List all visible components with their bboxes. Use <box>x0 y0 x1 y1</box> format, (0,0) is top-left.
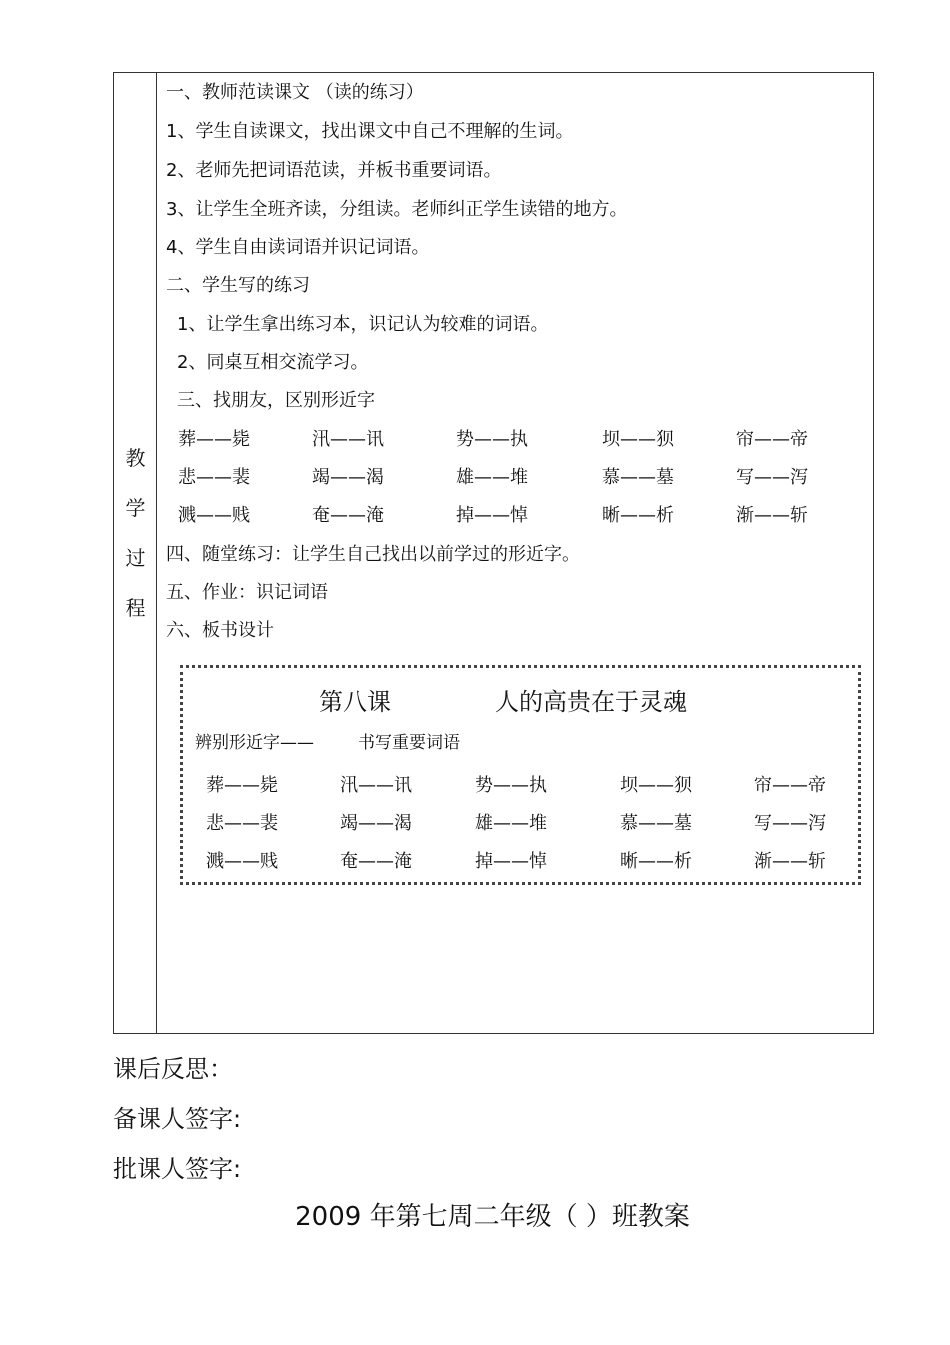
section-heading: 四、随堂练习：让学生自己找出以前学过的形近字。 <box>166 544 580 565</box>
word-pair: 帘——帝 <box>736 429 808 450</box>
board-word-pair: 溅——贱 <box>206 851 278 872</box>
side-label-char: 教 <box>125 446 146 470</box>
word-pair-row <box>166 427 863 453</box>
board-lesson-number: 第八课 <box>319 688 391 716</box>
lesson-process-table <box>113 72 874 1034</box>
word-pair: 竭——渴 <box>312 467 384 488</box>
section-heading: 二、学生写的练习 <box>166 275 310 296</box>
board-word-pair: 慕——墓 <box>620 813 692 834</box>
side-label-char: 程 <box>125 596 146 620</box>
board-word-pair: 渐——斩 <box>754 851 826 872</box>
board-subtitle-left: 辨别形近字—— <box>195 733 314 753</box>
word-pair: 汛——讯 <box>312 429 384 450</box>
section-heading: 一、教师范读课文 （读的练习） <box>166 82 424 103</box>
board-word-pair: 帘——帝 <box>754 775 826 796</box>
board-word-pair: 悲——裴 <box>206 813 278 834</box>
word-pair: 雄——堆 <box>456 467 528 488</box>
word-pair: 渐——斩 <box>736 505 808 526</box>
step-line: 2、老师先把词语范读，并板书重要词语。 <box>166 160 502 181</box>
side-label <box>114 433 157 633</box>
step-line: 3、让学生全班齐读，分组读。老师纠正学生读错的地方。 <box>166 199 628 220</box>
side-label-char: 过 <box>125 546 146 570</box>
word-pair-row <box>166 503 863 529</box>
word-pair: 晰——析 <box>602 505 674 526</box>
word-pair-row <box>166 465 863 491</box>
step-line: 2、同桌互相交流学习。 <box>177 352 369 373</box>
board-word-pair: 奄——淹 <box>340 851 412 872</box>
board-word-pair: 汛——讯 <box>340 775 412 796</box>
approved-by-label: 批课人签字: <box>113 1155 242 1183</box>
section-heading: 六、板书设计 <box>166 620 274 641</box>
prepared-by-label: 备课人签字: <box>113 1105 242 1133</box>
word-pair: 慕——墓 <box>602 467 674 488</box>
word-pair: 写——泻 <box>736 467 808 488</box>
section-heading: 五、作业：识记词语 <box>166 582 328 603</box>
board-word-pair: 势——执 <box>475 775 547 796</box>
board-word-pair: 掉——悼 <box>475 851 547 872</box>
step-line: 4、学生自由读词语并识记词语。 <box>166 237 430 258</box>
step-line: 1、让学生拿出练习本，识记认为较难的词语。 <box>177 314 549 335</box>
word-pair: 势——执 <box>456 429 528 450</box>
word-pair: 坝——狈 <box>602 429 674 450</box>
step-line: 1、学生自读课文，找出课文中自己不理解的生词。 <box>166 121 574 142</box>
word-pair: 葬——毙 <box>178 429 250 450</box>
word-pair: 溅——贱 <box>178 505 250 526</box>
section-heading: 三、找朋友，区别形近字 <box>177 390 375 411</box>
board-pair-row <box>183 811 858 837</box>
board-word-pair: 写——泻 <box>754 813 826 834</box>
word-pair: 悲——裴 <box>178 467 250 488</box>
board-subtitle-right: 书写重要词语 <box>358 733 460 753</box>
side-label-char: 学 <box>125 496 146 520</box>
board-word-pair: 晰——析 <box>620 851 692 872</box>
board-pair-row <box>183 773 858 799</box>
plan-title: 2009 年第七周二年级（ ）班教案 <box>295 1202 690 1232</box>
reflection-label: 课后反思： <box>113 1055 233 1083</box>
board-word-pair: 葬——毙 <box>206 775 278 796</box>
word-pair: 奄——淹 <box>312 505 384 526</box>
blackboard-design-box <box>180 665 861 885</box>
board-word-pair: 雄——堆 <box>475 813 547 834</box>
board-pair-row <box>183 849 858 875</box>
board-word-pair: 坝——狈 <box>620 775 692 796</box>
board-lesson-title: 人的高贵在于灵魂 <box>495 688 687 716</box>
board-word-pair: 竭——渴 <box>340 813 412 834</box>
side-label-cell <box>114 73 157 1033</box>
word-pair: 掉——悼 <box>456 505 528 526</box>
